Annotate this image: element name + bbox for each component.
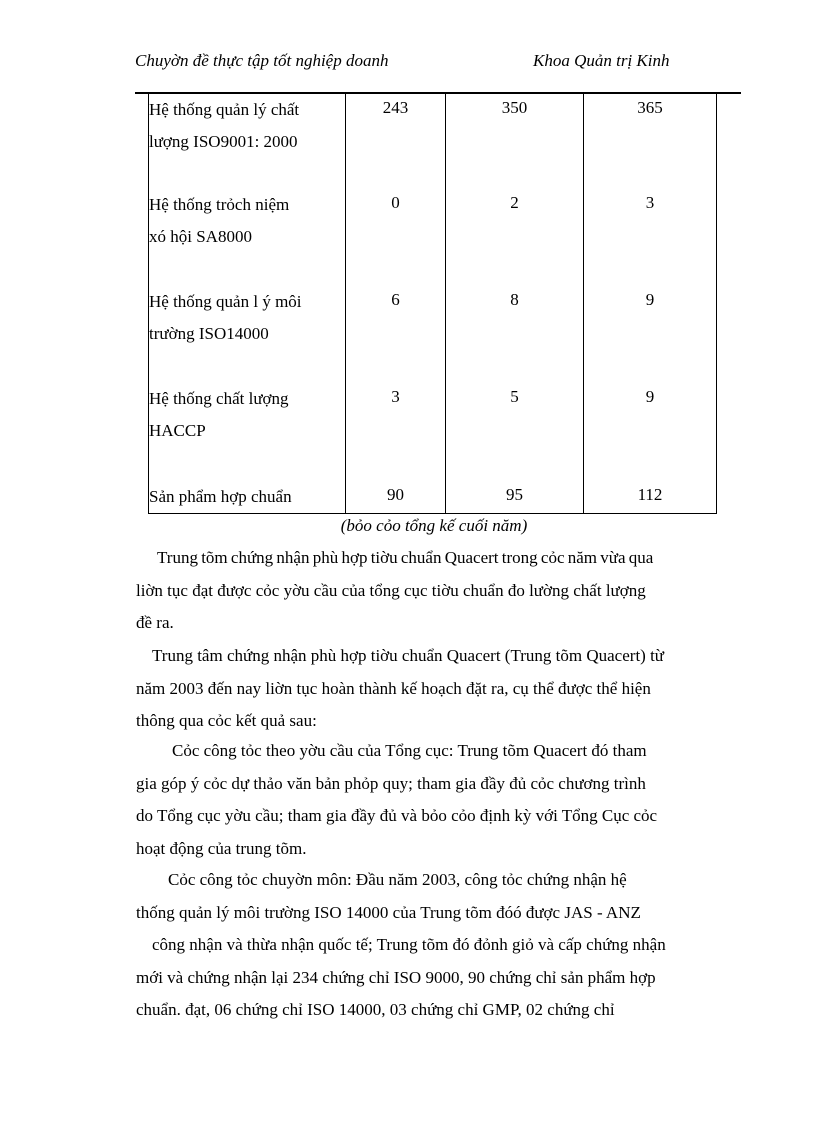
paragraph-line: Trung tõm chứng nhận phù hợp tiờu chuẩn Quacert trong cỏc năm vừa qua (157, 548, 654, 567)
row-label (149, 189, 346, 286)
table-cell: 350 (446, 94, 584, 189)
table-cell: 2 (446, 189, 584, 286)
certification-table (148, 94, 717, 514)
paragraph-line: liờn tục đạt được cỏc yờu cầu của tổng cục tiờu chuẩn đo lường chất lượng (136, 580, 646, 600)
row-label-line: Sản phẩm hợp chuẩn (149, 487, 292, 506)
paragraph-line: hoạt động của trung tõm. (136, 838, 307, 858)
table-cell: 3 (346, 383, 446, 481)
paragraph-line: thống quản lý môi trường ISO 14000 của Trung tõm đóó được JAS - ANZ (136, 902, 641, 922)
table-cell: 9 (584, 383, 717, 481)
row-label-line: Hệ thống chất lượng (149, 389, 289, 408)
row-label-line: trường ISO14000 (149, 324, 269, 343)
table-row (149, 94, 717, 189)
table-cell: 90 (346, 481, 446, 514)
paragraph-line: thông qua cỏc kết quả sau: (136, 711, 317, 730)
table-cell: 112 (584, 481, 717, 514)
table-cell: 95 (446, 481, 584, 514)
paragraph-line: Trung tâm chứng nhận phù hợp tiờu chuẩn Quacert (Trung tõm Quacert) từ (152, 646, 665, 665)
header-right-title: Khoa Quản trị Kinh (533, 51, 670, 70)
paragraph-line: đề ra. (136, 613, 174, 632)
paragraph-line: Cỏc công tỏc theo yờu cầu của Tổng cục: Trung tõm Quacert đó tham (172, 741, 647, 760)
table-cell: 5 (446, 383, 584, 481)
row-label-line: Hệ thống quản l ý môi (149, 292, 302, 311)
table-cell: 3 (584, 189, 717, 286)
table-row (149, 286, 717, 383)
paragraph-line: gia góp ý cỏc dự thảo văn bản phỏp quy; tham gia đầy đủ cỏc chương trình (136, 773, 646, 793)
paragraph-line: Cỏc công tỏc chuyờn môn: Đầu năm 2003, công tỏc chứng nhận hệ (168, 870, 627, 889)
row-label (149, 94, 346, 189)
paragraph-3 (136, 735, 734, 865)
table-cell: 243 (346, 94, 446, 189)
table-cell: 0 (346, 189, 446, 286)
row-label-line: HACCP (149, 421, 206, 440)
paragraph-line: do Tổng cục yờu cầu; tham gia đầy đủ và bỏo cỏo định kỳ với Tổng Cục cỏc (136, 806, 658, 825)
paragraph-4 (136, 864, 734, 1027)
header-left-title: Chuyờn đề thực tập tốt nghiệp doanh (135, 51, 389, 70)
table-row (149, 481, 717, 514)
paragraph-2 (136, 640, 734, 738)
table-cell: 9 (584, 286, 717, 383)
table-row (149, 383, 717, 481)
row-label-line: Hệ thống trỏch niệm (149, 195, 290, 214)
paragraph-line: công nhận và thừa nhận quốc tế; Trung tõm đó đỏnh giỏ và cấp chứng nhận (152, 935, 666, 954)
table-cell: 365 (584, 94, 717, 189)
table-cell: 6 (346, 286, 446, 383)
paragraph-line: năm 2003 đến nay liờn tục hoàn thành kế hoạch đặt ra, cụ thể được thể hiện (136, 678, 651, 698)
paragraph-line: mới và chứng nhận lại 234 chứng chỉ ISO 9000, 90 chứng chỉ sản phẩm hợp (136, 967, 656, 987)
row-label-line: lượng ISO9001: 2000 (149, 132, 298, 151)
paragraph-line: chuẩn. đạt, 06 chứng chỉ ISO 14000, 03 chứng chỉ GMP, 02 chứng chỉ (136, 1000, 615, 1019)
row-label (149, 383, 346, 481)
row-label-line: xó hội SA8000 (149, 227, 252, 246)
row-label (149, 481, 346, 514)
table-caption: (bỏo cỏo tổng kế cuối năm) (340, 516, 528, 535)
row-label-line: Hệ thống quản lý chất (149, 100, 300, 119)
table-row (149, 189, 717, 286)
table-cell: 8 (446, 286, 584, 383)
row-label (149, 286, 346, 383)
paragraph-1 (136, 542, 734, 640)
